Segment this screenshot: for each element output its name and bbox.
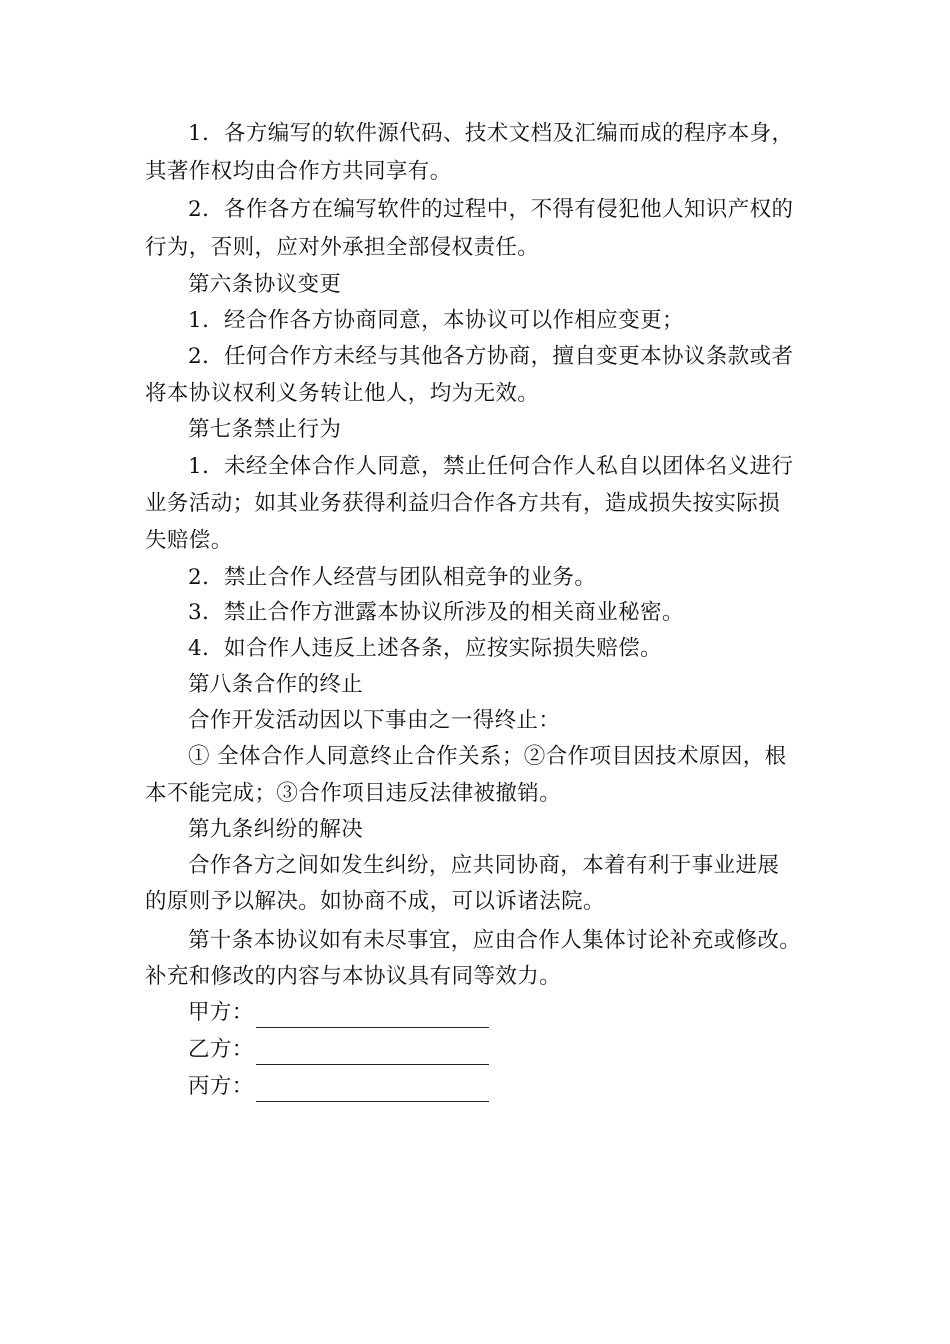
text-line: 业务活动；如其业务获得利益归合作各方共有，造成损失按实际损 [145,491,781,516]
text-line: 3．禁止合作方泄露本协议所涉及的相关商业秘密。 [188,600,684,625]
text-line: 将本协议权利义务转让他人，均为无效。 [145,381,540,406]
signature-blank[interactable] [256,1005,489,1028]
section-heading: 第七条禁止行为 [188,417,342,442]
signature-label: 丙方： [188,1074,254,1099]
text-line: 其著作权均由合作方共同享有。 [145,159,452,184]
text-line: 2．各作各方在编写软件的过程中，不得有侵犯他人知识产权的 [188,197,794,222]
text-line: 行为，否则，应对外承担全部侵权责任。 [145,235,540,260]
text-line: 的原则予以解决。如协商不成，可以诉诸法院。 [145,889,605,914]
text-line: 4．如合作人违反上述各条，应按实际损失赔偿。 [188,636,662,661]
signature-party-a [188,998,888,1028]
text-line: 第十条本协议如有未尽事宜，应由合作人集体讨论补充或修改。 [188,928,802,953]
section-heading: 第六条协议变更 [188,272,342,297]
text-line: 失赔偿。 [145,528,233,553]
signature-blank[interactable] [256,1042,489,1065]
signature-party-c [188,1072,888,1102]
section-heading: 第八条合作的终止 [188,672,364,697]
signature-label: 甲方： [188,1000,254,1025]
text-line: 合作各方之间如发生纠纷，应共同协商，本着有利于事业进展 [188,853,780,878]
text-line: 2．禁止合作人经营与团队相竞争的业务。 [188,565,597,590]
text-line: 1．未经全体合作人同意，禁止任何合作人私自以团体名义进行 [188,454,794,479]
signature-party-b [188,1035,888,1065]
signature-blank[interactable] [256,1079,489,1102]
text-line: ① 全体合作人同意终止合作关系；②合作项目因技术原因，根 [188,744,787,769]
text-line: 1．经合作各方协商同意，本协议可以作相应变更； [188,308,684,333]
text-line: 本不能完成；③合作项目违反法律被撤销。 [145,781,562,806]
text-line: 1．各方编写的软件源代码、技术文档及汇编而成的程序本身， [188,121,794,146]
text-line: 补充和修改的内容与本协议具有同等效力。 [145,964,562,989]
text-line: 合作开发活动因以下事由之一得终止： [188,708,561,733]
signature-label: 乙方： [188,1037,254,1062]
section-heading: 第九条纠纷的解决 [188,817,364,842]
text-line: 2．任何合作方未经与其他各方协商，擅自变更本协议条款或者 [188,344,794,369]
